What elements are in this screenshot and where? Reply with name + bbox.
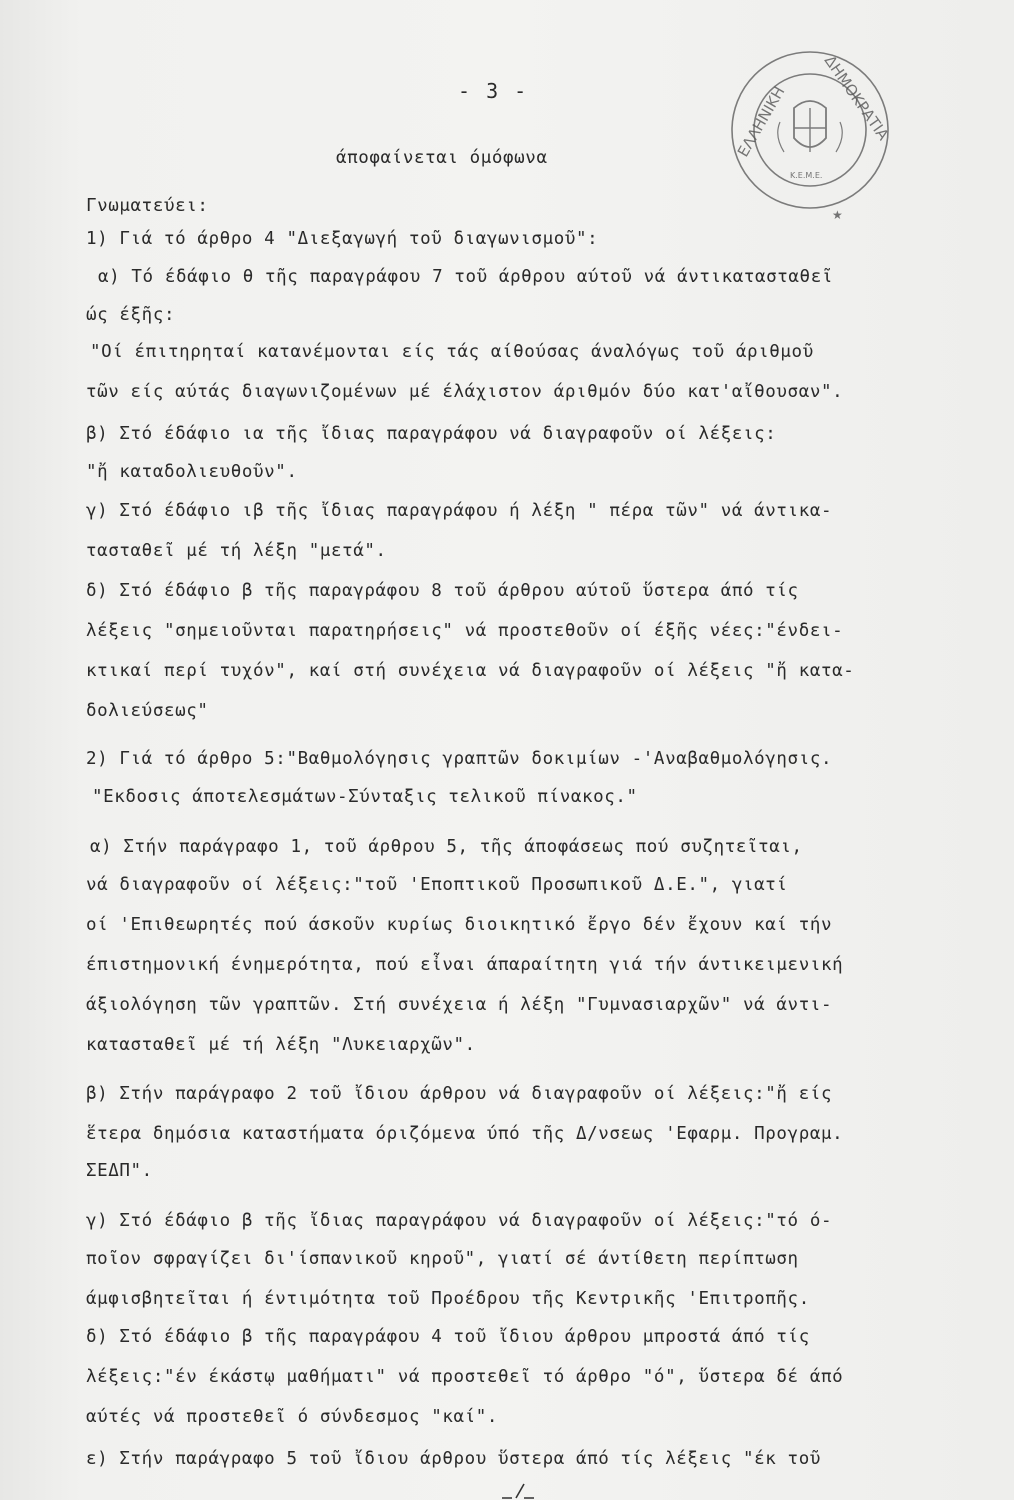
text-line: δ) Στό έδάφιο β τῆς παραγράφου 8 τοῦ άρθρου αύτοῦ ὕστερα άπό τίς	[86, 581, 799, 601]
decision-heading: άποφαίνεται όμόφωνα	[336, 148, 548, 168]
svg-text:★: ★	[832, 208, 843, 222]
svg-text:ΕΛΛΗΝΙΚΗ: ΕΛΛΗΝΙΚΗ	[733, 83, 789, 160]
continuation-mark	[498, 1482, 538, 1500]
text-line: "Οί έπιτηρηταί κατανέμονται είς τάς αίθούσας άναλόγως τοῦ άριθμοῦ	[90, 342, 814, 362]
text-line: ἕτερα δημόσια καταστήματα όριζόμενα ύπό τῆς Δ/νσεως 'Εφαρμ. Προγραμ.	[86, 1124, 844, 1144]
page-number: - 3 -	[458, 79, 529, 103]
text-line: ώς έξῆς:	[86, 305, 176, 325]
text-line: κτικαί περί τυχόν", καί στή συνέχεια νά διαγραφοῦν οί λέξεις "ἤ κατα-	[86, 661, 855, 681]
text-line: λέξεις:"έν έκάστῳ μαθήματι" νά προστεθεῖ τό άρθρο "ό", ὕστερα δέ άπό	[86, 1367, 844, 1387]
text-line: τῶν είς αύτάς διαγωνιζομένων μέ έλάχιστον άριθμόν δύο κατ'αἴθουσαν".	[86, 382, 844, 402]
text-line: γ) Στό έδάφιο β τῆς ἴδιας παραγράφου νά διαγραφοῦν οί λέξεις:"τό ό-	[86, 1211, 833, 1231]
text-line: δολιεύσεως"	[86, 701, 209, 721]
text-line: "Εκδοσις άποτελεσμάτων-Σύνταξις τελικοῦ πίνακος."	[92, 787, 638, 807]
text-line: τασταθεῖ μέ τή λέξη "μετά".	[86, 541, 387, 561]
text-line: άξιολόγηση τῶν γραπτῶν. Στή συνέχεια ή λέξη "Γυμνασιαρχῶν" νά άντι-	[86, 995, 833, 1015]
text-line: κατασταθεῖ μέ τή λέξη "Λυκειαρχῶν".	[86, 1035, 476, 1055]
official-seal-stamp	[728, 38, 892, 228]
text-line: ΣΕΔΠ".	[86, 1161, 153, 1181]
text-line: β) Στήν παράγραφο 2 τοῦ ἴδιου άρθρου νά διαγραφοῦν οί λέξεις:"ἤ είς	[86, 1084, 833, 1104]
text-line: β) Στό έδάφιο ια τῆς ἴδιας παραγράφου νά διαγραφοῦν οί λέξεις:	[86, 424, 777, 444]
text-line: ποῖον σφραγίζει δι'ίσπανικοῦ κηροῦ", γιατί σέ άντίθετη περίπτωση	[86, 1249, 799, 1269]
svg-text:ΔΗΜΟΚΡΑΤΙΑ: ΔΗΜΟΚΡΑΤΙΑ	[820, 51, 892, 144]
text-line: νά διαγραφοῦν οί λέξεις:"τοῦ 'Εποπτικοῦ Προσωπικοῦ Δ.Ε.", γιατί	[86, 875, 788, 895]
text-line: 2) Γιά τό άρθρο 5:"Βαθμολόγησις γραπτῶν δοκιμίων -'Αναβαθμολόγησις.	[86, 749, 833, 769]
text-line: άμφισβητεῖται ή έντιμότητα τοῦ Προέδρου τῆς Κεντρικῆς 'Επιτροπῆς.	[86, 1289, 810, 1309]
text-line: οί 'Επιθεωρητές πού άσκοῦν κυρίως διοικητικό ἔργο δέν ἔχουν καί τήν	[86, 915, 833, 935]
text-line: α) Τό έδάφιο θ τῆς παραγράφου 7 τοῦ άρθρου αύτοῦ νά άντικατασταθεῖ	[98, 267, 833, 287]
svg-text:Κ.Ε.Μ.Ε.: Κ.Ε.Μ.Ε.	[790, 171, 823, 180]
text-line: ε) Στήν παράγραφο 5 τοῦ ἴδιου άρθρου ὕστερα άπό τίς λέξεις "έκ τοῦ	[86, 1449, 821, 1469]
text-line: αύτές νά προστεθεῖ ό σύνδεσμος "καί".	[86, 1407, 499, 1427]
text-line: δ) Στό έδάφιο β τῆς παραγράφου 4 τοῦ ἴδιου άρθρου μπροστά άπό τίς	[86, 1327, 810, 1347]
text-line: λέξεις "σημειοῦνται παρατηρήσεις" νά προστεθοῦν οί έξῆς νέες:"ένδει-	[86, 621, 844, 641]
text-line: έπιστημονική ένημερότητα, πού εἶναι άπαραίτητη γιά τήν άντικειμενική	[86, 955, 844, 975]
text-line: 1) Γιά τό άρθρο 4 "Διεξαγωγή τοῦ διαγωνισμοῦ":	[86, 229, 599, 249]
text-line: "ἤ καταδολιευθοῦν".	[86, 462, 298, 482]
text-line: γ) Στό έδάφιο ιβ τῆς ἴδιας παραγράφου ή λέξη " πέρα τῶν" νά άντικα-	[86, 501, 833, 521]
opinion-heading: Γνωματεύει:	[86, 196, 209, 216]
text-line: α) Στήν παράγραφο 1, τοῦ άρθρου 5, τῆς άποφάσεως πού συζητεῖται,	[90, 837, 803, 857]
